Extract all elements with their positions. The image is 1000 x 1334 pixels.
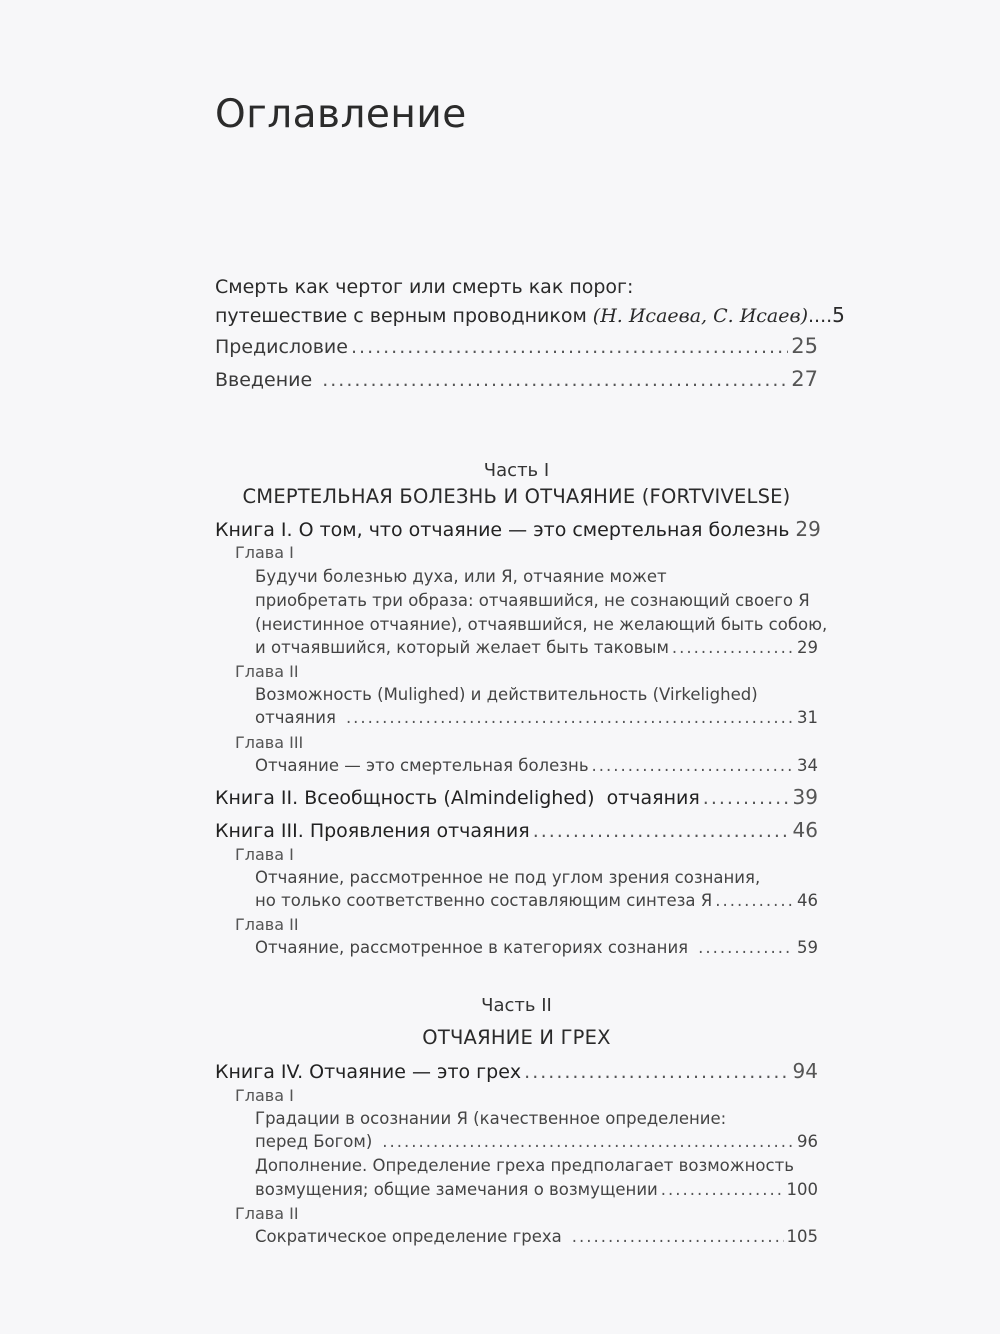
toc-leader bbox=[592, 756, 794, 775]
toc-leader bbox=[351, 336, 788, 358]
toc-chapter-label: Глава II bbox=[235, 915, 299, 934]
toc-entry-line: Градации в осознании Я (качественное определение: bbox=[255, 1109, 727, 1128]
toc-entry-text: Книга I. О том, что отчаяние — это смертельная болезнь bbox=[215, 519, 790, 541]
toc-page-number: 29 bbox=[795, 517, 821, 541]
toc-leader bbox=[533, 820, 790, 842]
toc-entry-text: Сократическое определение греха bbox=[255, 1227, 562, 1246]
toc-entry-text: Отчаяние, рассмотренное в категориях сознания bbox=[255, 938, 689, 957]
toc-entry-line: Отчаяние, рассмотренное не под углом зрения сознания, bbox=[255, 868, 761, 887]
toc-page-number: 25 bbox=[791, 334, 818, 358]
page-title-text: Оглавление bbox=[215, 92, 467, 137]
toc-entry-line: Будучи болезнью духа, или Я, отчаяние может bbox=[255, 567, 667, 586]
toc-chapter-entry[interactable] bbox=[255, 756, 818, 775]
toc-entry-line: Дополнение. Определение греха предполагает возможность bbox=[255, 1156, 794, 1175]
page-title bbox=[215, 92, 467, 137]
toc-page-number: 46 bbox=[797, 891, 818, 910]
toc-chapter-entry[interactable] bbox=[255, 1180, 818, 1199]
toc-entry-text: Книга IV. Отчаяние — это грех bbox=[215, 1061, 522, 1083]
toc-entry-foreword-line2 bbox=[215, 303, 845, 327]
toc-entry-preface[interactable] bbox=[215, 334, 818, 358]
toc-leader bbox=[715, 891, 794, 910]
toc-leader bbox=[661, 1180, 784, 1199]
toc-chapter-label: Глава II bbox=[235, 662, 299, 681]
toc-page-number: 27 bbox=[791, 367, 818, 391]
toc-entry-foreword-line1: Смерть как чертог или смерть как порог: bbox=[215, 276, 634, 298]
toc-entry-text: Отчаяние — это смертельная болезнь bbox=[255, 756, 589, 775]
part-title: СМЕРТЕЛЬНАЯ БОЛЕЗНЬ И ОТЧАЯНИЕ (FORTVIVELSE) bbox=[242, 485, 791, 508]
toc-chapter-label: Глава I bbox=[235, 845, 294, 864]
toc-entry-line: (неистинное отчаяние), отчаявшийся, не желающий быть собою, bbox=[255, 615, 828, 634]
toc-entry-text: Введение bbox=[215, 369, 313, 391]
toc-entry-authors: (Н. Исаева, С. Исаев) bbox=[592, 305, 808, 327]
toc-leader bbox=[524, 1061, 789, 1083]
toc-leader bbox=[572, 1227, 784, 1246]
toc-page-number: 5 bbox=[832, 303, 845, 327]
toc-page-number: 39 bbox=[792, 785, 818, 809]
toc-leader bbox=[698, 938, 794, 957]
part-label: Часть I bbox=[483, 460, 550, 481]
toc-page-number: 34 bbox=[797, 756, 818, 775]
toc-chapter-label: Глава III bbox=[235, 733, 304, 752]
toc-entry-line: Возможность (Mulighed) и действительность (Virkelighed) bbox=[255, 685, 758, 704]
toc-entry-text: Книга II. Всеобщность (Almindelighed) отчаяния bbox=[215, 787, 700, 809]
toc-entry-text: Предисловие bbox=[215, 336, 348, 358]
toc-entry-text: путешествие с верным проводником bbox=[215, 305, 587, 327]
toc-chapter-entry[interactable] bbox=[255, 891, 818, 910]
toc-entry-line: приобретать три образа: отчаявшийся, не сознающий своего Я bbox=[255, 591, 810, 610]
toc-entry-introduction[interactable] bbox=[215, 367, 818, 391]
toc-book-entry[interactable] bbox=[215, 517, 821, 541]
toc-leader: .... bbox=[807, 305, 833, 327]
toc-page-number: 29 bbox=[797, 638, 818, 657]
toc-leader bbox=[322, 369, 788, 391]
toc-page-number: 105 bbox=[786, 1227, 818, 1246]
toc-chapter-entry[interactable] bbox=[255, 708, 818, 727]
toc-page-number: 100 bbox=[786, 1180, 818, 1199]
toc-chapter-label: Глава I bbox=[235, 1086, 294, 1105]
toc-chapter-entry[interactable] bbox=[255, 638, 818, 657]
toc-page-number: 96 bbox=[797, 1132, 818, 1151]
part-label: Часть II bbox=[481, 995, 552, 1016]
toc-book-entry[interactable] bbox=[215, 785, 818, 809]
toc-leader bbox=[703, 787, 790, 809]
toc-book-entry[interactable] bbox=[215, 1059, 818, 1083]
toc-entry-text: Книга III. Проявления отчаяния bbox=[215, 820, 530, 842]
toc-leader bbox=[672, 638, 794, 657]
toc-chapter-entry[interactable] bbox=[255, 1227, 818, 1246]
toc-entry-text: но только соответственно составляющим синтеза Я bbox=[255, 891, 713, 910]
toc-page-number: 94 bbox=[792, 1059, 818, 1083]
toc-chapter-entry[interactable] bbox=[255, 1132, 818, 1151]
toc-page-number: 59 bbox=[797, 938, 818, 957]
toc-entry-text: отчаяния bbox=[255, 708, 336, 727]
toc-entry-text: перед Богом) bbox=[255, 1132, 373, 1151]
toc-page-number: 46 bbox=[792, 818, 818, 842]
toc-chapter-label: Глава I bbox=[235, 543, 294, 562]
toc-entry-text: возмущения; общие замечания о возмущении bbox=[255, 1180, 658, 1199]
part-title: ОТЧАЯНИЕ И ГРЕХ bbox=[422, 1026, 611, 1049]
toc-book-entry[interactable] bbox=[215, 818, 818, 842]
toc-chapter-entry[interactable] bbox=[255, 938, 818, 957]
toc-leader bbox=[346, 708, 794, 727]
toc-leader bbox=[382, 1132, 794, 1151]
toc-chapter-label: Глава II bbox=[235, 1204, 299, 1223]
toc-page-number: 31 bbox=[797, 708, 818, 727]
toc-entry-text: и отчаявшийся, который желает быть таковым bbox=[255, 638, 669, 657]
